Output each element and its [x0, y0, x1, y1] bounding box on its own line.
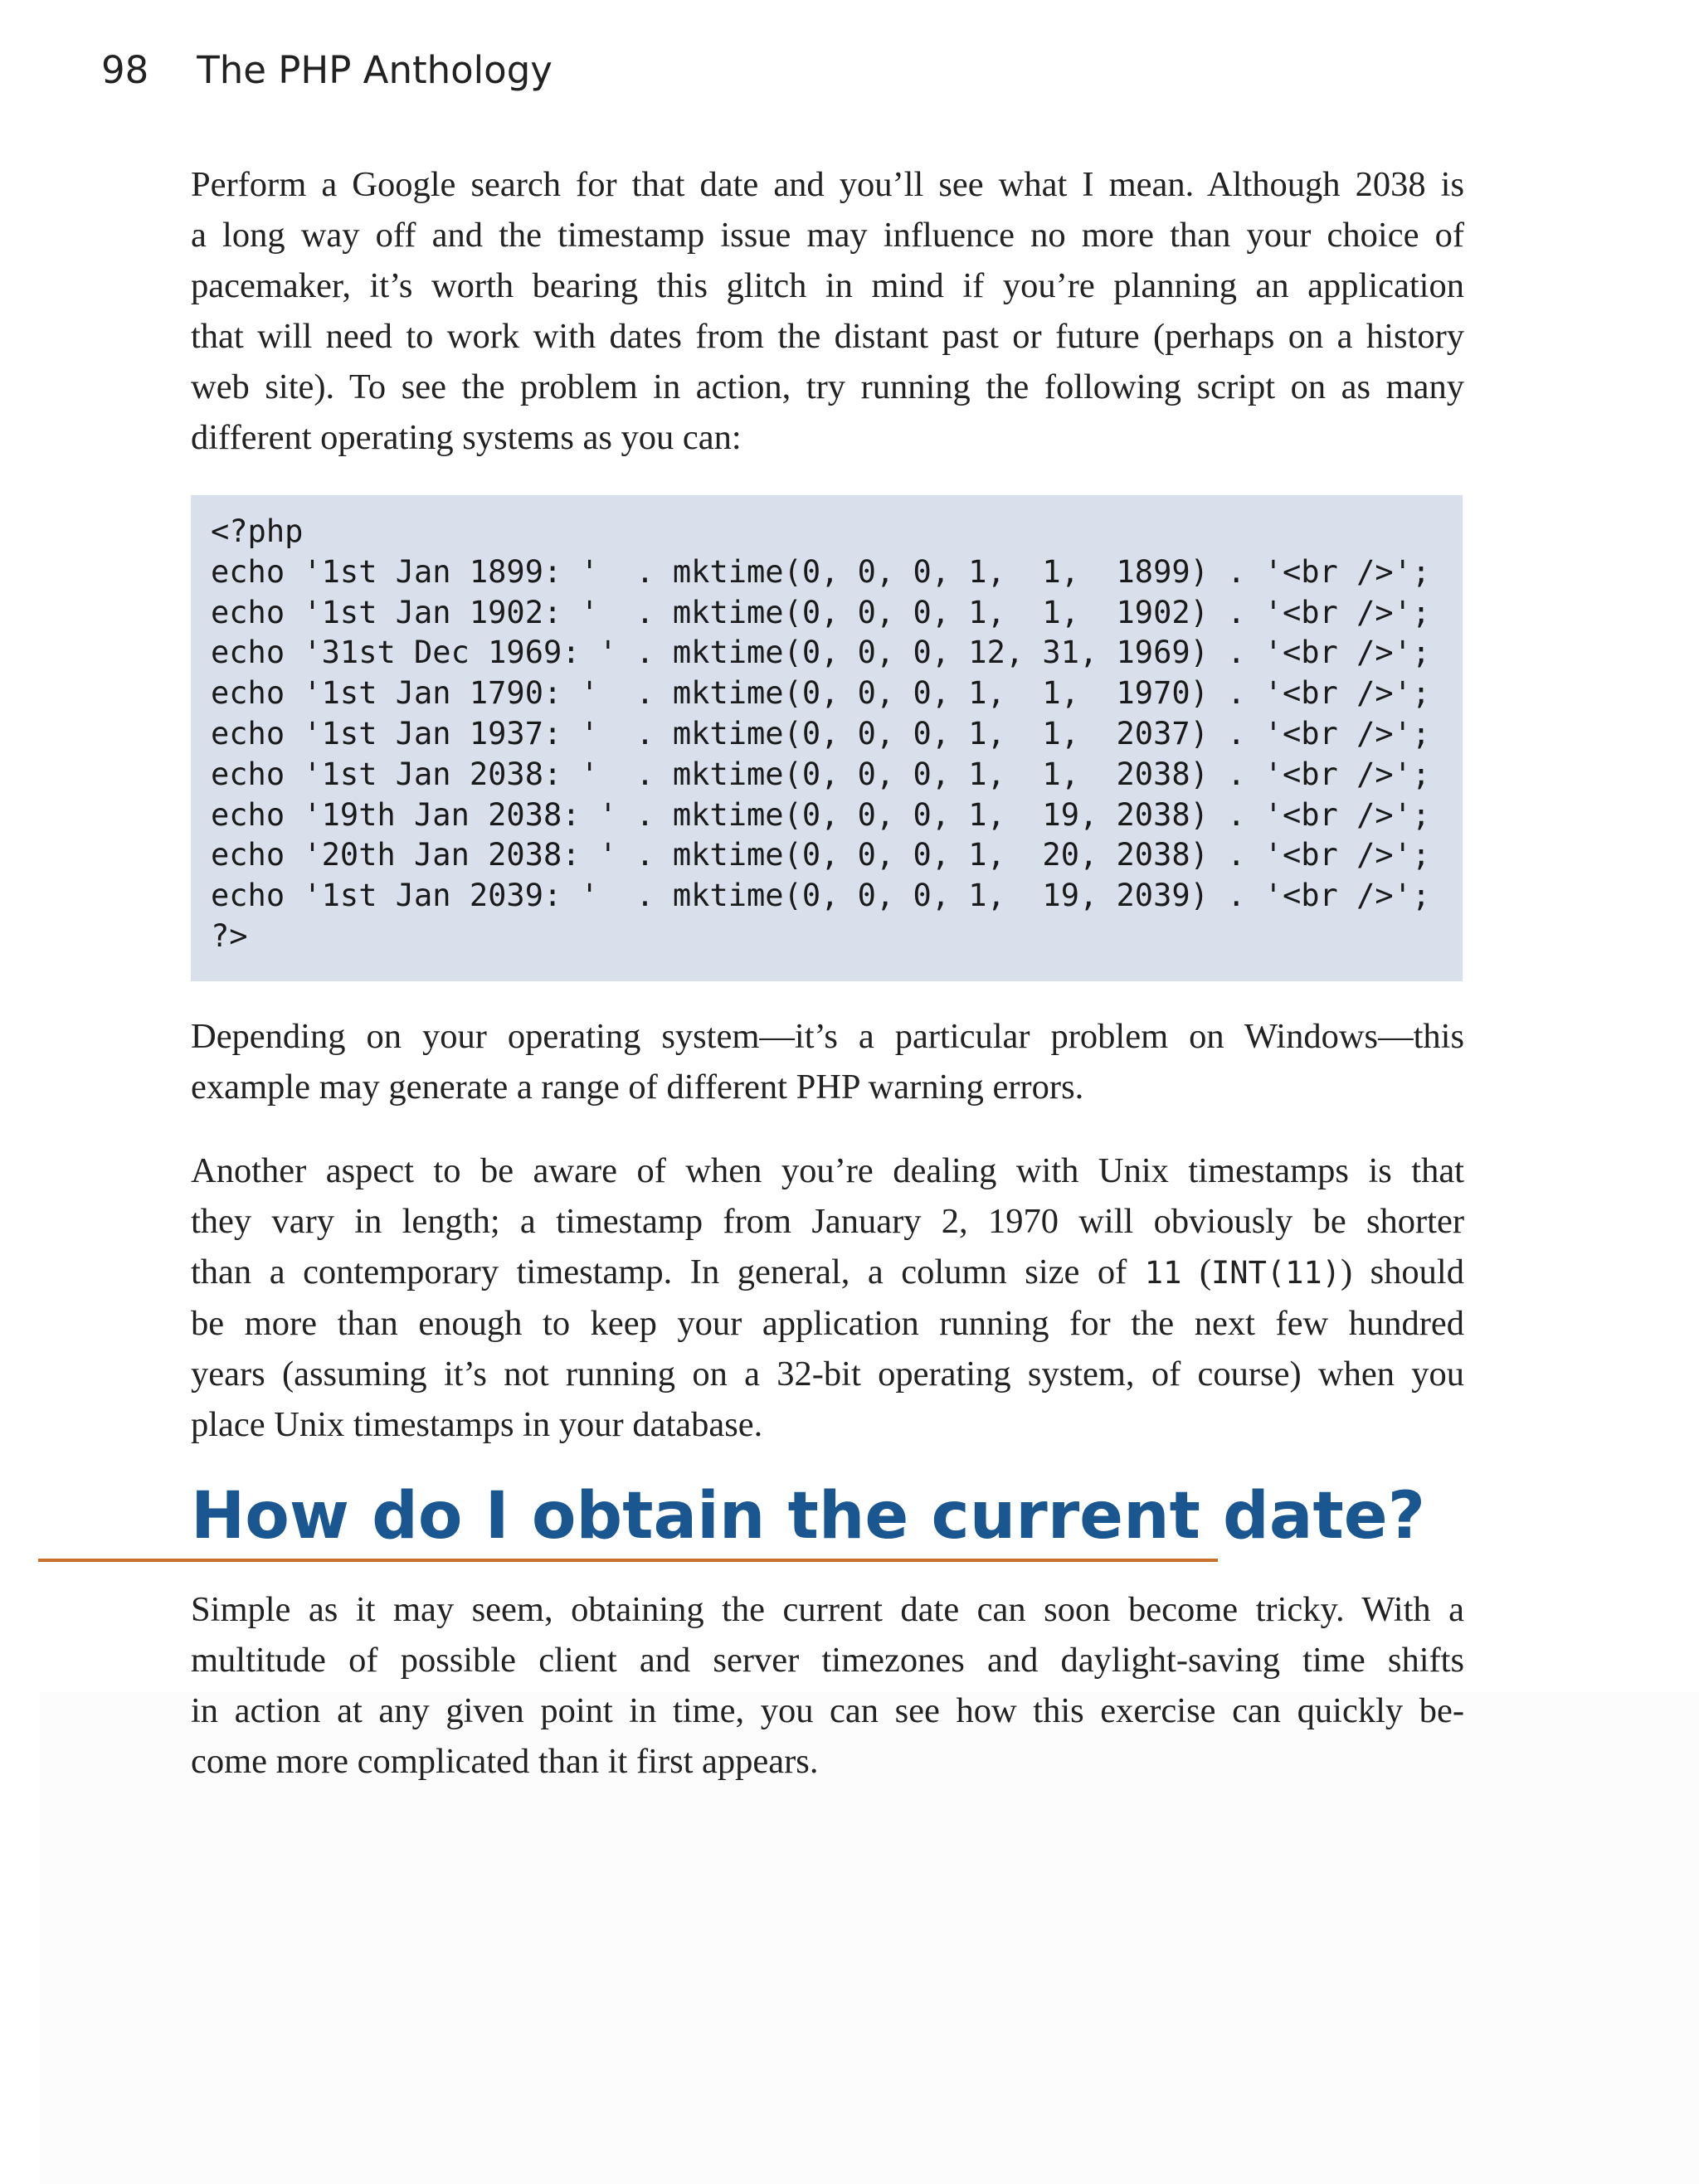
paragraph-line: come more complicated than it first appears.: [191, 1742, 819, 1781]
code-line: ?>: [211, 917, 248, 954]
code-line: echo '31st Dec 1969: ' . mktime(0, 0, 0, 12, 31, 1969) . '<br />';: [211, 635, 1431, 671]
paragraph-line: pacemaker, it’s worth bearing this glitch in mind if you’re planning an application: [191, 266, 1464, 305]
inline-code: INT(11): [1211, 1255, 1341, 1291]
paragraph-line: multitude of possible client and server timezones and daylight-saving time shifts: [191, 1641, 1464, 1680]
code-line: echo '19th Jan 2038: ' . mktime(0, 0, 0, 1, 19, 2038) . '<br />';: [211, 796, 1431, 833]
text-run: (: [1181, 1253, 1212, 1291]
paragraph-line: that will need to work with dates from the distant past or future (perhaps on a history: [191, 317, 1464, 356]
text-run: ) should: [1340, 1253, 1464, 1291]
paragraph-line: in action at any given point in time, you can see how this exercise can quickly be-: [191, 1691, 1464, 1730]
code-block: [211, 512, 1430, 957]
code-line: echo '1st Jan 1902: ' . mktime(0, 0, 0, 1, 1, 1902) . '<br />';: [211, 594, 1431, 630]
running-header: [101, 48, 553, 101]
code-line: echo '1st Jan 1790: ' . mktime(0, 0, 0, 1, 1, 1970) . '<br />';: [211, 675, 1431, 712]
paragraph-line: Simple as it may seem, obtaining the current date can soon become tricky. With a: [191, 1590, 1464, 1629]
paragraph-line: example may generate a range of different PHP warning errors.: [191, 1068, 1084, 1107]
code-line: echo '1st Jan 2038: ' . mktime(0, 0, 0, 1, 1, 2038) . '<br />';: [211, 756, 1431, 792]
intro-paragraph: [191, 159, 1464, 463]
page-number: 98: [101, 48, 149, 92]
book-title: The PHP Anthology: [197, 48, 553, 92]
paragraph-line: place Unix timestamps in your database.: [191, 1405, 763, 1444]
paragraph-line: different operating systems as you can:: [191, 418, 742, 457]
paragraph-line: Perform a Google search for that date and you’ll see what I mean. Although 2038 is: [191, 165, 1464, 204]
paragraph-line: a long way off and the timestamp issue may influence no more than your choice of: [191, 216, 1464, 255]
paragraph-line: web site). To see the problem in action, try running the following script on as many: [191, 367, 1464, 406]
timestamp-length-paragraph: [191, 1146, 1464, 1450]
inline-code: 11: [1144, 1255, 1182, 1291]
paragraph-line: Another aspect to be aware of when you’re dealing with Unix timestamps is that: [191, 1151, 1464, 1190]
paragraph-line: [191, 1247, 1464, 1298]
code-line: echo '1st Jan 2039: ' . mktime(0, 0, 0, 1, 19, 2039) . '<br />';: [211, 878, 1431, 914]
heading-underline: [38, 1559, 1218, 1562]
code-line: echo '20th Jan 2038: ' . mktime(0, 0, 0, 1, 20, 2038) . '<br />';: [211, 837, 1431, 873]
paragraph-line: they vary in length; a timestamp from January 2, 1970 will obviously be shorter: [191, 1202, 1464, 1241]
code-listing: [191, 495, 1463, 981]
section-heading: How do I obtain the current date?: [191, 1479, 1425, 1554]
section-paragraph: [191, 1584, 1464, 1787]
paragraph-line: be more than enough to keep your application running for the next few hundred: [191, 1304, 1464, 1343]
code-line: echo '1st Jan 1899: ' . mktime(0, 0, 0, 1, 1, 1899) . '<br />';: [211, 553, 1431, 590]
code-line: <?php: [211, 513, 304, 549]
text-run: than a contemporary timestamp. In general, a column size of: [191, 1253, 1145, 1291]
code-line: echo '1st Jan 1937: ' . mktime(0, 0, 0, 1, 1, 2037) . '<br />';: [211, 715, 1431, 752]
paragraph-line: Depending on your operating system—it’s a particular problem on Windows—this: [191, 1017, 1464, 1056]
paragraph-line: years (assuming it’s not running on a 32-bit operating system, of course) when you: [191, 1355, 1464, 1394]
warning-paragraph: [191, 1011, 1464, 1112]
